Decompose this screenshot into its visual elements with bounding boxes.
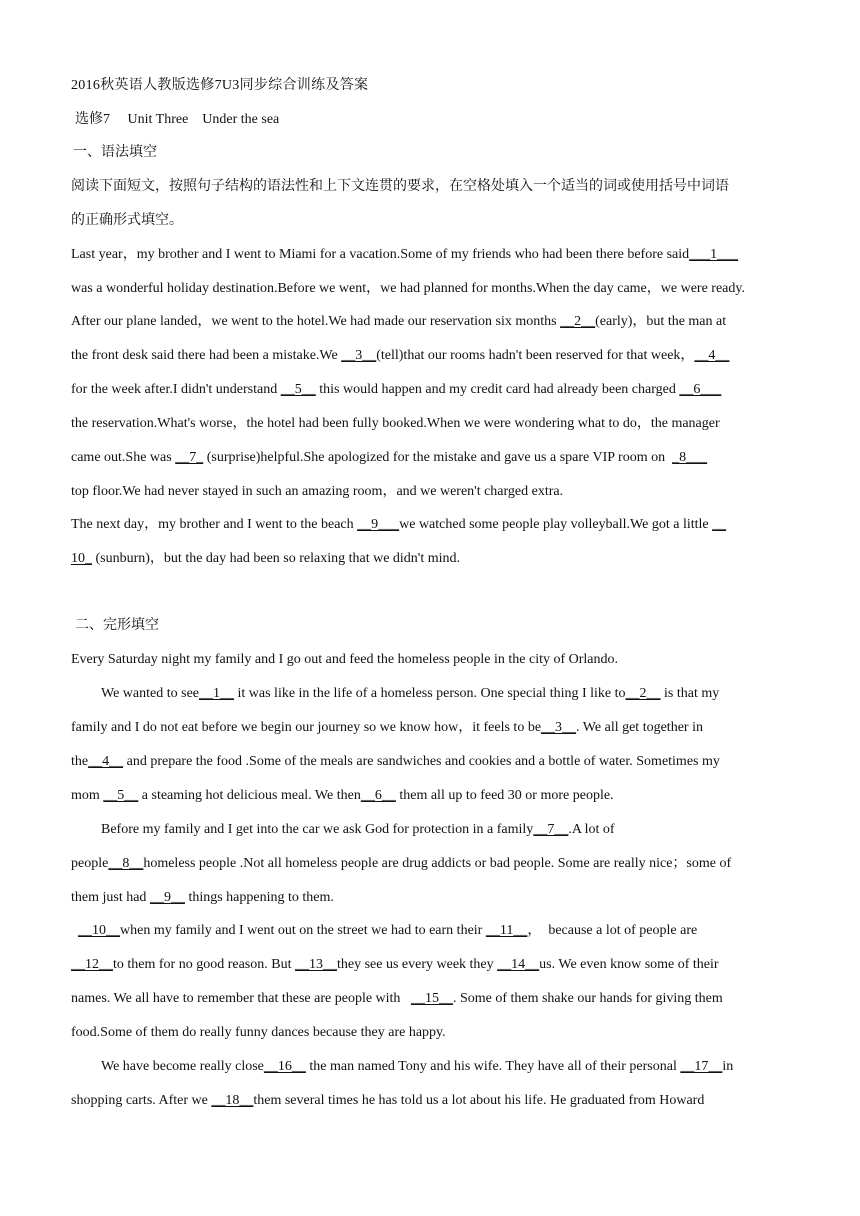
s1-line [71, 246, 738, 264]
answer-blank[interactable]: __12__ [71, 957, 113, 972]
passage-text: them just had [71, 890, 150, 905]
passage-text: (early)，but the man at [595, 314, 727, 329]
s1-line [71, 415, 720, 433]
passage-text: The next day，my brother and I went to the beach [71, 517, 358, 532]
passage-text: when my family and I went out on the street we had to earn their [120, 923, 486, 938]
s2-line [71, 1092, 704, 1110]
passage-text: Before my family and I get into the car we ask God for protection in a family [101, 822, 534, 837]
answer-blank[interactable]: __2__ [560, 314, 596, 329]
passage-text: food.Some of them do really funny dances because they are happy. [71, 1025, 446, 1040]
passage-text: was a wonderful holiday destination.Before we went，we had planned for months.When the day came，we were ready. [71, 281, 745, 296]
s2-line [71, 990, 723, 1008]
passage-text: a steaming hot delicious meal. We then [138, 788, 361, 803]
section1-instructions-line: 的正确形式填空。 [71, 213, 183, 228]
answer-blank[interactable]: __ [712, 517, 727, 532]
s2-line [78, 922, 697, 940]
s2-line [101, 685, 719, 703]
answer-blank[interactable]: __13__ [294, 957, 337, 972]
answer-blank[interactable]: __9__ [149, 890, 185, 905]
passage-text: things happening to them. [184, 890, 334, 905]
answer-blank[interactable]: __7_ [175, 450, 204, 465]
s1-line-text [71, 314, 726, 329]
passage-text: (sunburn)，but the day had been so relaxing that we didn't mind. [92, 551, 460, 566]
s1-line-text [71, 416, 720, 431]
s1-line [71, 313, 726, 331]
document-title: 2016秋英语人教版选修7U3同步综合训练及答案 [71, 78, 369, 93]
answer-blank[interactable]: __3__ [341, 348, 377, 363]
s2-line-text [101, 1059, 733, 1074]
s1-line-text [71, 484, 563, 499]
passage-text: Every Saturday night my family and I go out and feed the homeless people in the city of Orlando. [71, 652, 619, 667]
passage-text: it was like in the life of a homeless person. One special thing I like to [234, 686, 626, 701]
answer-blank[interactable]: __9___ [357, 517, 400, 532]
s2-line-text [78, 923, 697, 938]
passage-text: names. We all have to remember that these are people with [71, 991, 411, 1006]
answer-blank[interactable]: __6___ [679, 382, 722, 397]
passage-text: we watched some people play volleyball.We got a little [399, 517, 713, 532]
s2-line-text [71, 720, 703, 735]
s2-line [71, 651, 618, 669]
passage-text: people [71, 856, 109, 871]
passage-text: mom [71, 788, 104, 803]
s2-line-text [71, 1025, 446, 1040]
passage-text: the reservation.What's worse，the hotel had been fully booked.When we were wondering what to do，the manager [71, 416, 720, 431]
answer-blank[interactable]: __14__ [497, 957, 540, 972]
s1-line-text [71, 382, 721, 397]
passage-text: ， because a lot of people are [527, 923, 698, 938]
passage-text: and prepare the food .Some of the meals are sandwiches and cookies and a bottle of water. Sometimes my [123, 754, 720, 769]
passage-text: the [71, 754, 89, 769]
answer-blank[interactable]: __6__ [360, 788, 396, 803]
passage-text: came out.She was [71, 450, 176, 465]
passage-text: (surprise)helpful.She apologized for the mistake and gave us a spare VIP room on [203, 450, 673, 465]
passage-text: the man named Tony and his wife. They have all of their personal [305, 1059, 681, 1074]
section1-instructions-line: 阅读下面短文，按照句子结构的语法性和上下文连贯的要求，在空格处填入一个适当的词或使用括号中词语 [71, 179, 729, 194]
passage-text: the front desk said there had been a mistake.We [71, 348, 342, 363]
passage-text: homeless people .Not all homeless people are drug addicts or bad people. Some are really nice；some of [143, 856, 732, 871]
s1-line-text [71, 450, 707, 465]
s1-line [71, 381, 721, 399]
s2-line-text [71, 788, 614, 803]
s2-line [71, 956, 719, 974]
s2-line-text [71, 856, 731, 871]
answer-blank[interactable]: __15__ [410, 991, 453, 1006]
s2-line-text [71, 1093, 704, 1108]
passage-text: top floor.We had never stayed in such an amazing room，and we weren't charged extra. [71, 484, 564, 499]
answer-blank[interactable]: __5__ [280, 382, 316, 397]
answer-blank[interactable]: __8__ [108, 856, 144, 871]
s1-line-text [71, 281, 745, 296]
answer-blank[interactable]: __3__ [541, 720, 577, 735]
answer-blank[interactable]: __4__ [694, 348, 730, 363]
answer-blank[interactable]: __10__ [78, 923, 120, 938]
passage-text: After our plane landed，we went to the hotel.We had made our reservation six months [71, 314, 561, 329]
s2-line [101, 821, 615, 839]
passage-text: to them for no good reason. But [113, 957, 295, 972]
answer-blank[interactable]: __7__ [533, 822, 569, 837]
s1-line-text [71, 517, 726, 532]
s1-line-text [71, 348, 729, 363]
answer-blank[interactable]: __17__ [680, 1059, 723, 1074]
passage-text: We wanted to see [101, 686, 199, 701]
passage-text: us. We even know some of their [539, 957, 719, 972]
s2-line-text [101, 686, 719, 701]
s1-line [71, 550, 460, 568]
s2-line-text [101, 822, 615, 837]
s2-line-text [71, 991, 723, 1006]
passage-text: . Some of them shake our hands for giving them [452, 991, 723, 1006]
s2-line [71, 753, 720, 771]
passage-text: is that my [660, 686, 720, 701]
s2-line-text [71, 652, 618, 667]
s1-line [71, 280, 745, 298]
passage-text: . We all get together in [576, 720, 703, 735]
passage-text: (tell)that our rooms hadn't been reserved for that week， [376, 348, 695, 363]
passage-text: Last year，my brother and I went to Miami for a vacation.Some of my friends who had been there before said [71, 247, 690, 262]
s2-line [71, 787, 614, 805]
passage-text: for the week after.I didn't understand [71, 382, 281, 397]
section1-heading: 一、语法填空 [73, 145, 157, 160]
passage-text: this would happen and my credit card had already been charged [315, 382, 680, 397]
answer-blank[interactable]: __1__ [199, 686, 234, 701]
s2-line [71, 855, 731, 873]
answer-blank[interactable]: __4__ [88, 754, 124, 769]
answer-blank[interactable]: __2__ [625, 686, 661, 701]
passage-text: them several times he has told us a lot about his life. He graduated from Howard [253, 1093, 705, 1108]
passage-text: family and I do not eat before we begin our journey so we know how，it feels to be [71, 720, 542, 735]
answer-blank[interactable]: __5__ [103, 788, 139, 803]
unit-subtitle: 选修7 Unit Three Under the sea [75, 112, 280, 127]
answer-blank[interactable]: __16__ [263, 1059, 306, 1074]
s2-line-text [71, 957, 719, 972]
passage-text: We have become really close [101, 1059, 264, 1074]
s1-line [71, 449, 707, 467]
passage-text: shopping carts. After we [71, 1093, 212, 1108]
s2-line-text [71, 890, 334, 905]
answer-blank[interactable]: _8___ [672, 450, 708, 465]
s1-line-text [71, 551, 460, 566]
s2-line-text [71, 754, 720, 769]
answer-blank[interactable]: __11__ [485, 923, 528, 938]
s1-line-text [71, 247, 738, 262]
s1-line [71, 516, 726, 534]
section2-heading: 二、完形填空 [75, 618, 159, 633]
s2-line [71, 889, 334, 907]
s2-line [101, 1058, 733, 1076]
s2-line [71, 719, 703, 737]
passage-text: .A lot of [568, 822, 615, 837]
answer-blank[interactable]: 10_ [71, 551, 92, 566]
s1-line [71, 347, 729, 365]
answer-blank[interactable]: __18__ [211, 1093, 254, 1108]
s2-line [71, 1024, 446, 1042]
answer-blank[interactable]: ___1___ [689, 247, 739, 262]
passage-text: them all up to feed 30 or more people. [395, 788, 614, 803]
passage-text: in [722, 1059, 734, 1074]
s1-line [71, 483, 563, 501]
passage-text: they see us every week they [336, 957, 498, 972]
